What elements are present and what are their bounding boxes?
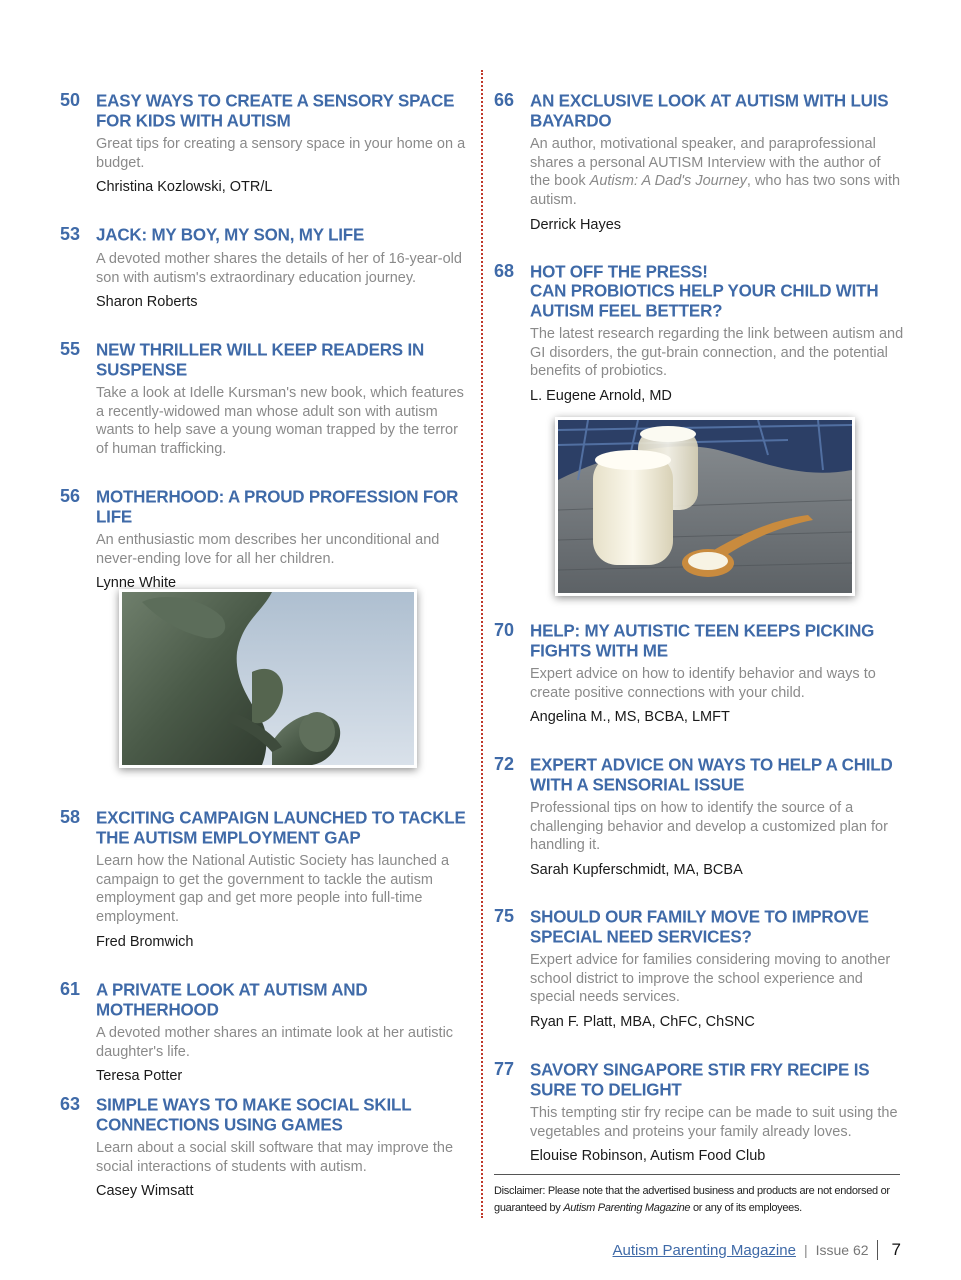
article-title[interactable]: A PRIVATE LOOK AT AUTISM AND MOTHERHOOD	[96, 980, 368, 1020]
toc-entry[interactable]	[494, 621, 904, 726]
article-description: An author, motivational speaker, and paraprofessional shares a personal AUTISM Interview with the author of the book Autism: A Dad's Journey, who has two sons with autism.	[530, 136, 901, 209]
toc-entry[interactable]	[60, 1095, 470, 1200]
toc-entry[interactable]	[60, 980, 470, 1085]
article-author: Lynne White	[96, 575, 177, 592]
page-number: 68	[494, 261, 515, 281]
article-title[interactable]: SHOULD OUR FAMILY MOVE TO IMPROVE SPECIAL NEED SERVICES?	[530, 907, 869, 947]
article-author: Fred Bromwich	[96, 933, 194, 950]
article-author: Casey Wimsatt	[96, 1183, 194, 1200]
article-description: A devoted mother shares the details of her of 16-year-old son with autism's extraordinary education journey.	[96, 251, 462, 286]
article-description: Learn about a social skill software that may improve the social interactions of students with autism.	[96, 1140, 454, 1175]
toc-entry[interactable]	[60, 340, 470, 459]
article-title[interactable]: HELP: MY AUTISTIC TEEN KEEPS PICKING FIGHTS WITH ME	[530, 621, 875, 661]
mother-child-statue-image	[122, 592, 414, 765]
yogurt-jars-image	[558, 420, 852, 593]
article-author: Sarah Kupferschmidt, MA, BCBA	[530, 862, 743, 879]
article-description: The latest research regarding the link between autism and GI disorders, the gut-brain connection, and the potential benefits of probiotics.	[530, 326, 904, 380]
probiotic-yogurt-photo	[555, 417, 855, 596]
page-footer	[613, 1240, 901, 1260]
page-number: 70	[494, 620, 515, 640]
toc-entry[interactable]	[60, 225, 470, 311]
toc-entry[interactable]	[494, 907, 904, 1031]
page-number-footer: 7	[891, 1240, 901, 1259]
article-author: L. Eugene Arnold, MD	[530, 388, 672, 405]
page-number: 56	[60, 486, 81, 506]
article-title[interactable]: SAVORY SINGAPORE STIR FRY RECIPE IS SURE TO DELIGHT	[530, 1060, 870, 1100]
toc-entry[interactable]	[60, 487, 470, 592]
article-description: Great tips for creating a sensory space in your home on a budget.	[96, 136, 466, 171]
toc-entry[interactable]	[60, 808, 470, 951]
article-title[interactable]: JACK: MY BOY, MY SON, MY LIFE	[96, 225, 365, 245]
toc-entry[interactable]	[494, 91, 904, 234]
toc-entry[interactable]	[494, 1060, 904, 1165]
article-title[interactable]: AN EXCLUSIVE LOOK AT AUTISM WITH LUIS BAYARDO	[530, 91, 889, 131]
article-kicker[interactable]: HOT OFF THE PRESS!	[530, 262, 708, 282]
column-divider	[481, 70, 483, 1218]
page-number: 72	[494, 754, 515, 774]
article-author: Elouise Robinson, Autism Food Club	[530, 1148, 766, 1165]
page-number: 50	[60, 90, 81, 110]
article-description: Expert advice for families considering moving to another school district to improve the school experience and special needs services.	[530, 952, 891, 1006]
article-description: An enthusiastic mom describes her unconditional and never-ending love for all her children.	[96, 532, 440, 567]
toc-entry[interactable]	[494, 262, 904, 405]
toc-entry[interactable]	[60, 91, 470, 196]
page-number: 53	[60, 224, 81, 244]
article-title[interactable]: EXPERT ADVICE ON WAYS TO HELP A CHILD WITH A SENSORIAL ISSUE	[530, 755, 893, 795]
article-title[interactable]: MOTHERHOOD: A PROUD PROFESSION FOR LIFE	[96, 487, 459, 527]
article-title[interactable]: EXCITING CAMPAIGN LAUNCHED TO TACKLE THE AUTISM EMPLOYMENT GAP	[96, 808, 466, 848]
article-author: Teresa Potter	[96, 1068, 183, 1085]
statue-photo	[119, 589, 417, 768]
article-author: Christina Kozlowski, OTR/L	[96, 179, 273, 196]
article-title[interactable]: NEW THRILLER WILL KEEP READERS IN SUSPENSE	[96, 340, 425, 380]
page-number: 58	[60, 807, 81, 827]
toc-entry[interactable]	[494, 755, 904, 879]
article-description: Professional tips on how to identify the source of a challenging behavior and develop a customized plan for handling it.	[530, 800, 888, 854]
page-number: 63	[60, 1094, 81, 1114]
article-title[interactable]: SIMPLE WAYS TO MAKE SOCIAL SKILL CONNECTIONS USING GAMES	[96, 1095, 412, 1135]
article-description: This tempting stir fry recipe can be made to suit using the vegetables and proteins your family already loves.	[530, 1105, 898, 1140]
article-author: Ryan F. Platt, MBA, ChFC, ChSNC	[530, 1014, 755, 1031]
article-title[interactable]: CAN PROBIOTICS HELP YOUR CHILD WITH AUTISM FEEL BETTER?	[530, 281, 879, 321]
disclaimer: Disclaimer: Please note that the advertised business and products are not endorsed or guaranteed by Autism Parenting Magazine or any of its employees.	[494, 1185, 890, 1214]
magazine-name-link[interactable]: Autism Parenting Magazine	[612, 1241, 796, 1259]
footer-separator: |	[803, 1242, 808, 1258]
page-number: 77	[494, 1059, 515, 1079]
page-number: 66	[494, 90, 515, 110]
article-author: Angelina M., MS, BCBA, LMFT	[530, 709, 730, 726]
article-description: Take a look at Idelle Kursman's new book, which features a recently-widowed man whose adult son with autism wants to help save a young woman trapped by the terror of human trafficking.	[96, 385, 464, 458]
article-author: Sharon Roberts	[96, 294, 198, 311]
disclaimer-rule	[494, 1174, 900, 1175]
page-number: 55	[60, 339, 81, 359]
article-description: Expert advice on how to identify behavior and ways to create positive connections with your child.	[530, 666, 876, 701]
page-number: 61	[60, 979, 81, 999]
article-description: Learn how the National Autistic Society has launched a campaign to get the government to tackle the autism employment gap and get more people into full-time employment.	[96, 853, 450, 926]
footer-bar	[877, 1240, 878, 1260]
page-number: 75	[494, 906, 515, 926]
issue-number: Issue 62	[815, 1242, 869, 1258]
article-title[interactable]: EASY WAYS TO CREATE A SENSORY SPACE FOR KIDS WITH AUTISM	[96, 91, 455, 131]
article-author: Derrick Hayes	[530, 216, 622, 233]
article-description: A devoted mother shares an intimate look at her autistic daughter's life.	[96, 1025, 454, 1060]
